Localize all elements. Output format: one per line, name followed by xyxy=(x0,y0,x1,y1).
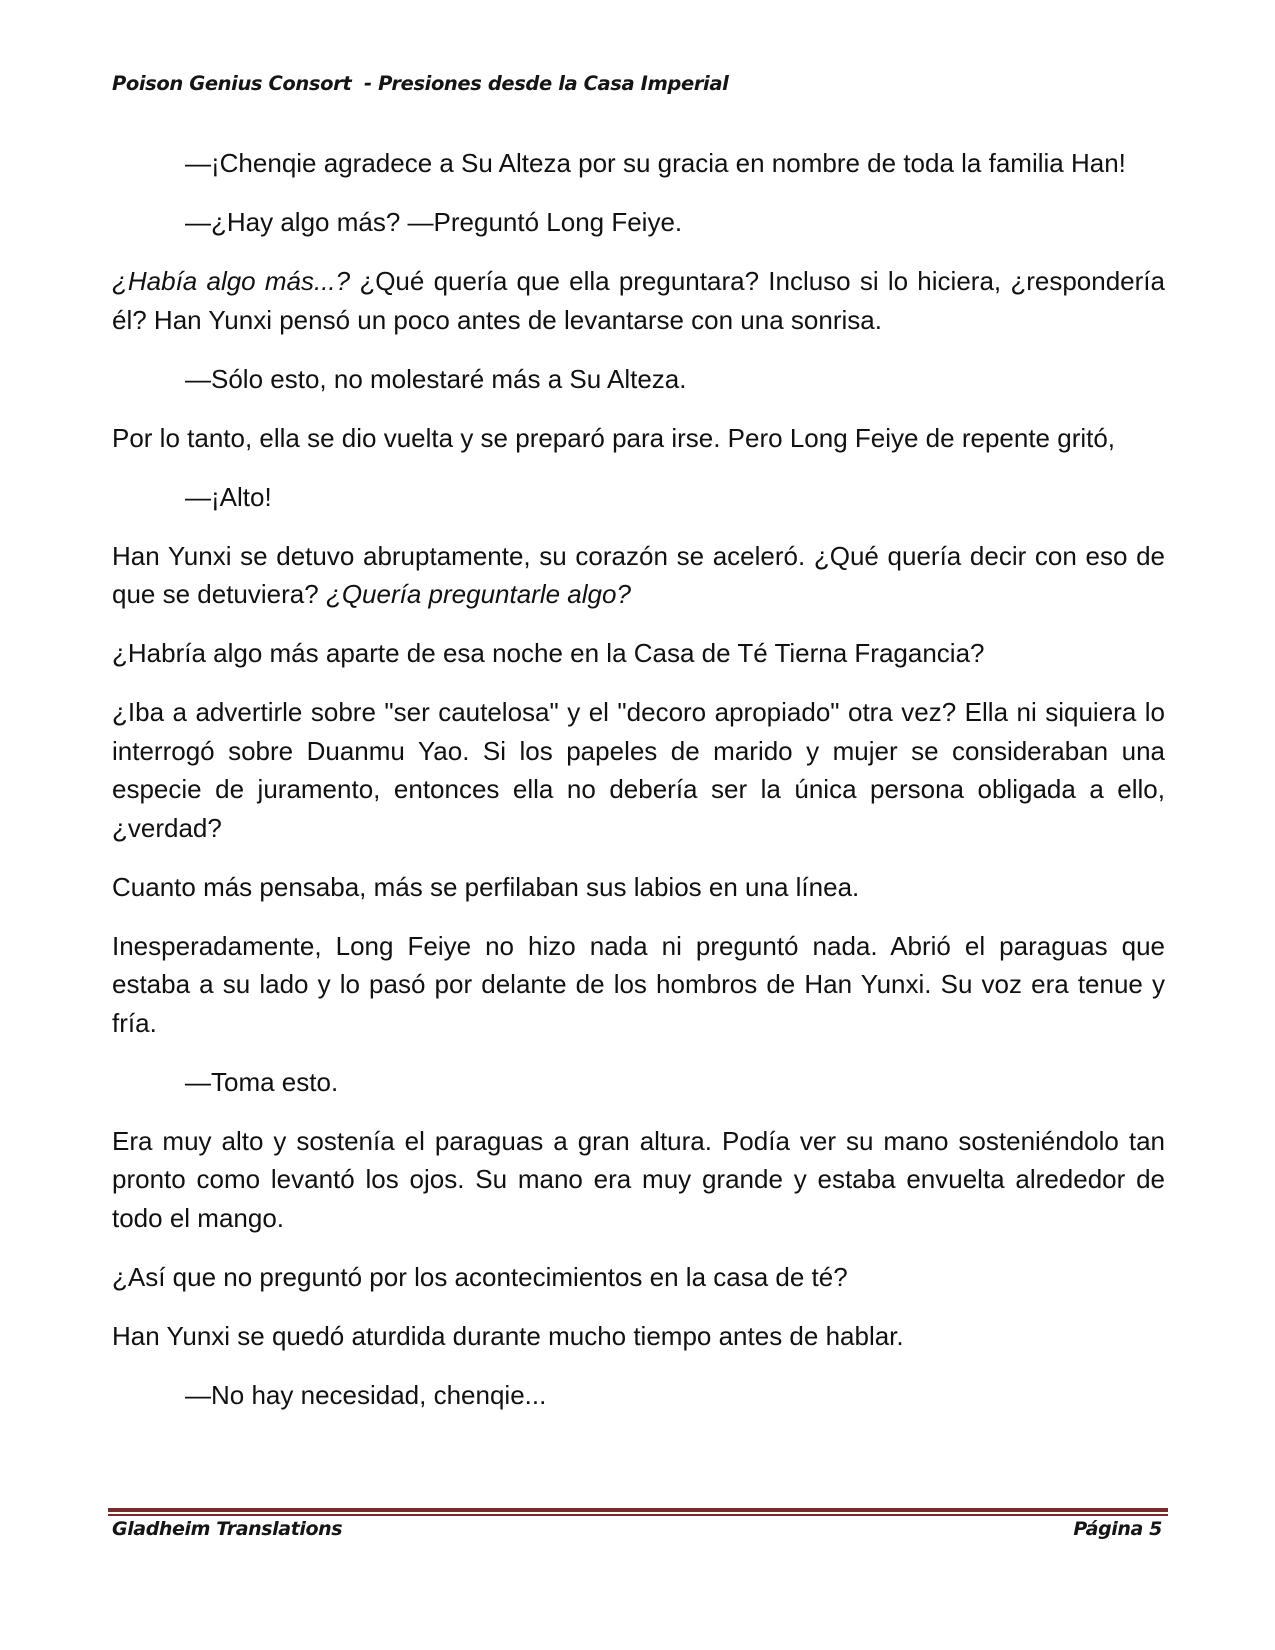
paragraph-9: ¿Iba a advertirle sobre "ser cautelosa" y el "decoro apropiado" otra vez? Ella ni siquiera lo interrogó sobre Duanmu Yao. Si los papeles de marido y mujer se consideraban una especie de juramento, entonces ella no debería ser la única persona obligada a ello, ¿verdad? xyxy=(112,697,1165,843)
paragraph-6: —¡Alto! xyxy=(185,481,272,512)
footer-page-number: Página 5 xyxy=(1073,1518,1162,1540)
paragraph-1: —¡Chenqie agradece a Su Alteza por su gracia en nombre de toda la familia Han! xyxy=(185,148,1126,178)
paragraph-7 xyxy=(112,537,1165,614)
paragraph-4: —Sólo esto, no molestaré más a Su Alteza. xyxy=(185,363,687,394)
document-body xyxy=(112,144,1165,1435)
paragraph-16: —No hay necesidad, chenqie... xyxy=(185,1379,547,1410)
paragraph-14: ¿Así que no preguntó por los acontecimientos en la casa de té? xyxy=(112,1261,848,1292)
paragraph-15: Han Yunxi se quedó aturdida durante mucho tiempo antes de hablar. xyxy=(112,1320,904,1351)
paragraph-2: —¿Hay algo más? —Preguntó Long Feiye. xyxy=(185,207,683,237)
paragraph-12: —Toma esto. xyxy=(185,1066,339,1097)
page-header-title: Poison Genius Consort - Presiones desde la Casa Imperial xyxy=(112,72,729,95)
paragraph-7-text: Han Yunxi se detuvo abruptamente, su corazón se aceleró. ¿Qué quería decir con eso de que se detuviera? xyxy=(112,540,1165,609)
footer-rule-thin xyxy=(108,1514,1168,1516)
paragraph-10: Cuanto más pensaba, más se perfilaban sus labios en una línea. xyxy=(112,871,860,902)
paragraph-3 xyxy=(112,262,1165,339)
paragraph-8: ¿Habría algo más aparte de esa noche en la Casa de Té Tierna Fragancia? xyxy=(112,638,985,668)
paragraph-3-text: ¿Qué quería que ella preguntara? Incluso si lo hiciera, ¿respondería él? Han Yunxi pensó un poco antes de levantarse con una sonrisa. xyxy=(112,266,1165,335)
footer-publisher: Gladheim Translations xyxy=(112,1518,343,1540)
paragraph-5: Por lo tanto, ella se dio vuelta y se preparó para irse. Pero Long Feiye de repente gritó, xyxy=(112,422,1116,453)
footer-rule-thick xyxy=(108,1508,1168,1512)
paragraph-7-italic: ¿Quería preguntarle algo? xyxy=(325,579,631,609)
paragraph-3-italic: ¿Había algo más...? xyxy=(112,266,351,296)
paragraph-13: Era muy alto y sostenía el paraguas a gran altura. Podía ver su mano sosteniéndolo tan pronto como levantó los ojos. Su mano era muy grande y estaba envuelta alrededor de todo el mango. xyxy=(112,1125,1165,1233)
paragraph-11: Inesperadamente, Long Feiye no hizo nada ni preguntó nada. Abrió el paraguas que estaba a su lado y lo pasó por delante de los hombros de Han Yunxi. Su voz era tenue y fría. xyxy=(112,930,1165,1038)
